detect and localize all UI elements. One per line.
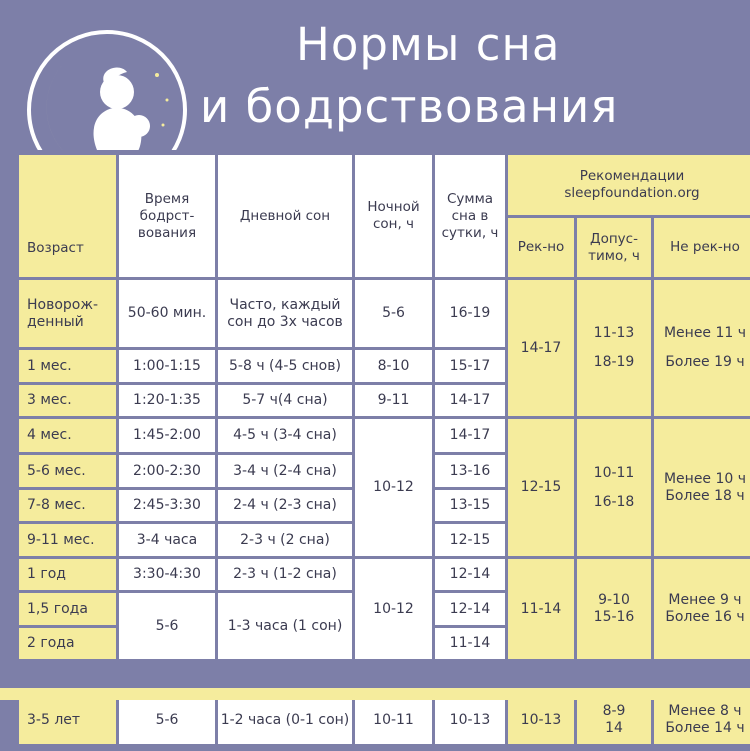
not-rec-cell	[654, 559, 750, 659]
day-sleep-cell: 3-4 ч (2-4 сна)	[218, 455, 352, 487]
wake-cell: 3-4 часа	[119, 524, 215, 556]
age-cell: 5-6 мес.	[19, 455, 116, 487]
not-rec-cell	[654, 280, 750, 416]
header-age: Возраст	[19, 155, 116, 277]
allowed-cell	[577, 280, 651, 416]
wake-cell: 5-6	[119, 696, 215, 744]
wake-cell: 3:30-4:30	[119, 559, 215, 590]
not-rec-high: Более 16 ч	[665, 609, 745, 625]
total-sleep-cell: 11-14	[435, 628, 505, 659]
allowed-low: 11-13	[593, 325, 635, 341]
wake-cell: 50-60 мин.	[119, 280, 215, 347]
night-sleep-cell: 10-12	[355, 559, 432, 659]
age-cell: 9-11 мес.	[19, 524, 116, 556]
day-sleep-cell: 2-4 ч (2-3 сна)	[218, 490, 352, 521]
age-cell: 1 год	[19, 559, 116, 590]
not-rec-cell	[654, 696, 750, 744]
day-sleep-cell: 5-8 ч (4-5 снов)	[218, 350, 352, 382]
day-sleep-cell: 4-5 ч (3-4 сна)	[218, 419, 352, 452]
day-sleep-cell: 2-3 ч (1-2 сна)	[218, 559, 352, 590]
header-wake-time: Время бодрст-вования	[119, 155, 215, 277]
day-sleep-cell: Часто, каждый сон до 3х часов	[218, 280, 352, 347]
night-sleep-cell: 10-11	[355, 696, 432, 744]
age-cell: 3-5 лет	[19, 696, 116, 744]
total-sleep-cell: 15-17	[435, 350, 505, 382]
allowed-high: 18-19	[593, 354, 635, 370]
day-sleep-cell: 5-7 ч(4 сна)	[218, 385, 352, 416]
total-sleep-cell: 12-15	[435, 524, 505, 556]
total-sleep-cell: 14-17	[435, 385, 505, 416]
not-rec-low: Менее 10 ч	[663, 470, 747, 487]
allowed-low: 9-10	[598, 592, 630, 608]
night-sleep-cell: 5-6	[355, 280, 432, 347]
day-sleep-cell: 1-3 часа (1 сон)	[218, 593, 352, 659]
allowed-cell	[577, 419, 651, 556]
header-recommended: Рек-но	[508, 218, 574, 277]
not-rec-low: Менее 9 ч	[668, 592, 742, 608]
age-cell: Новорож-денный	[19, 280, 116, 347]
total-sleep-cell: 12-14	[435, 559, 505, 590]
sleep-norms-table	[14, 150, 747, 736]
allowed-cell	[577, 696, 651, 744]
night-sleep-cell: 9-11	[355, 385, 432, 416]
allowed-high: 15-16	[593, 609, 635, 625]
not-rec-low: Менее 8 ч	[668, 703, 742, 719]
total-sleep-cell: 13-16	[435, 455, 505, 487]
total-sleep-cell: 13-15	[435, 490, 505, 521]
day-sleep-cell: 2-3 ч (2 сна)	[218, 524, 352, 556]
night-sleep-cell: 10-12	[355, 419, 432, 556]
wake-cell: 2:45-3:30	[119, 490, 215, 521]
age-cell: 1 мес.	[19, 350, 116, 382]
allowed-low: 8-9	[602, 703, 626, 719]
wake-cell: 2:00-2:30	[119, 455, 215, 487]
bottom-stripe	[0, 688, 750, 700]
total-sleep-cell: 16-19	[435, 280, 505, 347]
age-cell: 1,5 года	[19, 593, 116, 625]
not-rec-high: Более 18 ч	[665, 487, 745, 504]
wake-cell: 1:00-1:15	[119, 350, 215, 382]
not-rec-cell	[654, 419, 750, 556]
wake-cell: 1:20-1:35	[119, 385, 215, 416]
rec-cell: 10-13	[508, 696, 574, 744]
title-line-1: Нормы сна	[296, 18, 561, 71]
header-recommendations: Рекомендации sleepfoundation.org	[508, 155, 750, 215]
allowed-low: 10-11	[593, 464, 635, 481]
age-cell: 2 года	[19, 628, 116, 659]
not-rec-high: Более 19 ч	[665, 354, 745, 370]
night-sleep-cell: 8-10	[355, 350, 432, 382]
wake-cell: 1:45-2:00	[119, 419, 215, 452]
allowed-high: 14	[605, 720, 623, 736]
header-not-recommended: Не рек-но	[654, 218, 750, 277]
not-rec-low: Менее 11 ч	[663, 325, 747, 341]
rec-cell: 11-14	[508, 559, 574, 659]
allowed-high: 16-18	[593, 493, 635, 510]
total-sleep-cell: 12-14	[435, 593, 505, 625]
allowed-cell	[577, 559, 651, 659]
total-sleep-cell: 10-13	[435, 696, 505, 744]
header-night-sleep: Ночной сон, ч	[355, 155, 432, 277]
age-cell: 7-8 мес.	[19, 490, 116, 521]
header-day-sleep: Дневной сон	[218, 155, 352, 277]
age-cell: 3 мес.	[19, 385, 116, 416]
total-sleep-cell: 14-17	[435, 419, 505, 452]
wake-cell: 5-6	[119, 593, 215, 659]
age-cell: 4 мес.	[19, 419, 116, 452]
header-allowed: Допус-тимо, ч	[577, 218, 651, 277]
rec-cell: 12-15	[508, 419, 574, 556]
rec-cell: 14-17	[508, 280, 574, 416]
title-line-2: и бодрствования	[200, 80, 619, 133]
header-total-sleep: Сумма сна в сутки, ч	[435, 155, 505, 277]
not-rec-high: Более 14 ч	[665, 720, 745, 736]
day-sleep-cell: 1-2 часа (0-1 сон)	[218, 696, 352, 744]
